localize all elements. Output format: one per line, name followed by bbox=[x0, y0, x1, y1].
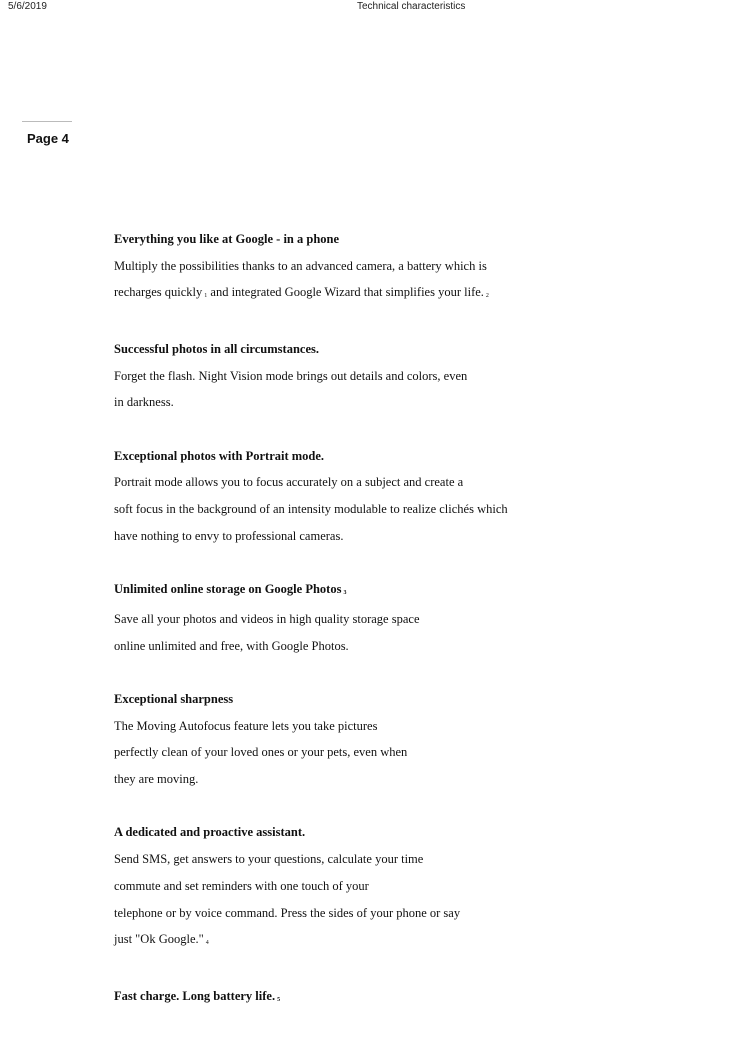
section-line: Forget the flash. Night Vision mode brings out details and colors, even bbox=[114, 368, 468, 383]
section-assistant bbox=[114, 819, 634, 956]
line-text: recharges quickly bbox=[114, 285, 203, 300]
footnote-ref: 3 bbox=[343, 590, 347, 597]
line-text: and integrated Google Wizard that simplifies your life. bbox=[210, 285, 484, 300]
section-line: commute and set reminders with one touch of your bbox=[114, 878, 369, 893]
footnote-ref: 2 bbox=[485, 293, 489, 300]
section-successful-photos bbox=[114, 336, 634, 416]
section-title: Exceptional sharpness bbox=[114, 691, 234, 706]
document-body bbox=[114, 226, 634, 1039]
line-text: just "Ok Google." bbox=[114, 932, 204, 947]
footnote-ref: 1 bbox=[204, 293, 208, 300]
section-line bbox=[114, 926, 634, 956]
section-line: they are moving. bbox=[114, 772, 199, 786]
header-title: Technical characteristics bbox=[357, 1, 466, 12]
section-line: online unlimited and free, with Google Photos. bbox=[114, 638, 349, 653]
section-line: in darkness. bbox=[114, 395, 174, 410]
section-line: Multiply the possibilities thanks to an advanced camera, a battery which is bbox=[114, 258, 487, 273]
page-divider bbox=[22, 121, 72, 122]
section-google-phone bbox=[114, 226, 634, 309]
section-line: have nothing to envy to professional cameras. bbox=[114, 528, 344, 543]
section-line: Save all your photos and videos in high quality storage space bbox=[114, 611, 420, 626]
section-line: Portrait mode allows you to focus accurately on a subject and create a bbox=[114, 475, 464, 490]
footnote-ref: 5 bbox=[277, 996, 281, 1003]
section-title: Successful photos in all circumstances. bbox=[114, 341, 319, 356]
header-date: 5/6/2019 bbox=[8, 1, 47, 12]
footnote-ref: 4 bbox=[205, 940, 209, 947]
section-title: Everything you like at Google - in a phone bbox=[114, 232, 340, 246]
section-line: telephone or by voice command. Press the sides of your phone or say bbox=[114, 905, 461, 920]
section-line: perfectly clean of your loved ones or your pets, even when bbox=[114, 745, 408, 760]
section-title-text: Fast charge. Long battery life. bbox=[114, 988, 276, 1003]
section-title bbox=[114, 983, 634, 1013]
section-title: A dedicated and proactive assistant. bbox=[114, 825, 306, 840]
section-line: soft focus in the background of an intensity modulable to realize clichés which bbox=[114, 502, 508, 516]
section-title bbox=[114, 576, 634, 606]
section-title-text: Unlimited online storage on Google Photos bbox=[114, 582, 342, 597]
section-google-photos bbox=[114, 576, 634, 659]
section-sharpness bbox=[114, 686, 634, 793]
section-line: Send SMS, get answers to your questions, calculate your time bbox=[114, 852, 424, 867]
section-line bbox=[114, 279, 634, 309]
section-line: The Moving Autofocus feature lets you take pictures bbox=[114, 718, 378, 733]
section-fast-charge bbox=[114, 983, 634, 1013]
page-number-label: Page 4 bbox=[27, 131, 69, 146]
section-portrait-mode bbox=[114, 443, 634, 550]
section-title: Exceptional photos with Portrait mode. bbox=[114, 448, 325, 463]
